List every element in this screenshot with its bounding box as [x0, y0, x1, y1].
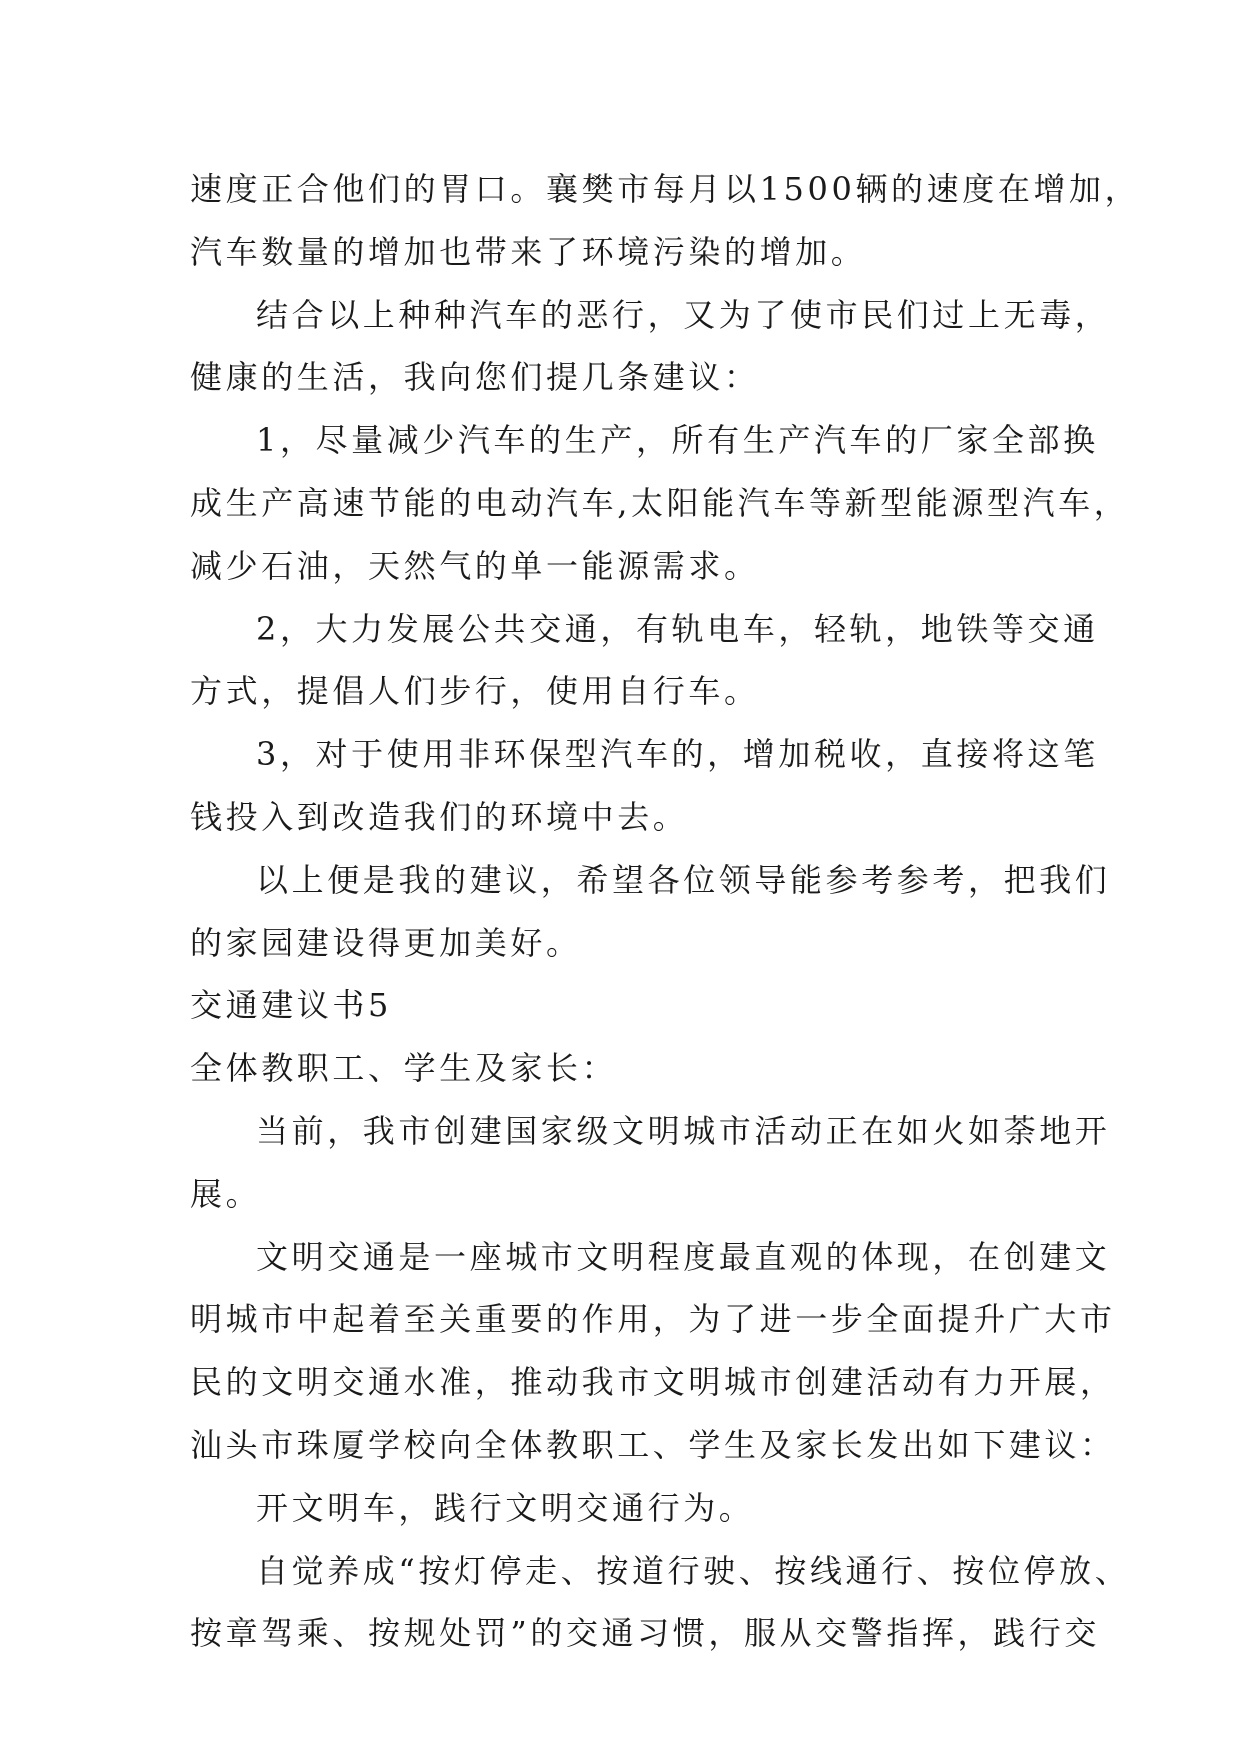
- paragraph-line: 方式，提倡人们步行，使用自行车。: [190, 672, 760, 711]
- paragraph-line: 按章驾乘、按规处罚”的交通习惯，服从交警指挥，践行交: [190, 1614, 1100, 1653]
- paragraph-line: 成生产高速节能的电动汽车,太阳能汽车等新型能源型汽车，: [190, 483, 1130, 522]
- paragraph-line: 1，尽量减少汽车的生产，所有生产汽车的厂家全部换: [256, 421, 1099, 460]
- paragraph-line: 当前，我市创建国家级文明城市活动正在如火如荼地开: [256, 1111, 1111, 1150]
- paragraph-line: 钱投入到改造我们的环境中去。: [190, 797, 689, 836]
- paragraph-line: 速度正合他们的胃口。襄樊市每月以1500辆的速度在增加，: [190, 170, 1141, 208]
- paragraph-line: 汕头市珠厦学校向全体教职工、学生及家长发出如下建议：: [190, 1425, 1116, 1464]
- paragraph-line: 结合以上种种汽车的恶行，又为了使市民们过上无毒，: [256, 295, 1111, 334]
- paragraph-line: 开文明车，践行文明交通行为。: [256, 1488, 755, 1527]
- paragraph-line: 自觉养成“按灯停走、按道行驶、按线通行、按位停放、: [256, 1551, 1131, 1590]
- paragraph-line: 民的文明交通水准，推动我市文明城市创建活动有力开展，: [190, 1363, 1116, 1402]
- paragraph-line: 汽车数量的增加也带来了环境污染的增加。: [190, 232, 867, 271]
- paragraph-line: 展。: [190, 1174, 262, 1213]
- paragraph-line: 文明交通是一座城市文明程度最直观的体现，在创建文: [256, 1237, 1111, 1276]
- paragraph-line: 的家园建设得更加美好。: [190, 923, 582, 962]
- paragraph-line: 以上便是我的建议，希望各位领导能参考参考，把我们: [256, 860, 1111, 899]
- paragraph-line: 明城市中起着至关重要的作用，为了进一步全面提升广大市: [190, 1300, 1116, 1339]
- paragraph-line: 减少石油，天然气的单一能源需求。: [190, 546, 760, 585]
- section-heading: 交通建议书5: [190, 986, 392, 1025]
- paragraph-line: 3，对于使用非环保型汽车的，增加税收，直接将这笔: [256, 735, 1099, 774]
- document-body: [190, 158, 1141, 1665]
- paragraph-line: 2，大力发展公共交通，有轨电车，轻轨，地铁等交通: [256, 609, 1099, 648]
- paragraph-line: 健康的生活，我向您们提几条建议：: [190, 358, 760, 397]
- salutation: 全体教职工、学生及家长：: [190, 1049, 618, 1088]
